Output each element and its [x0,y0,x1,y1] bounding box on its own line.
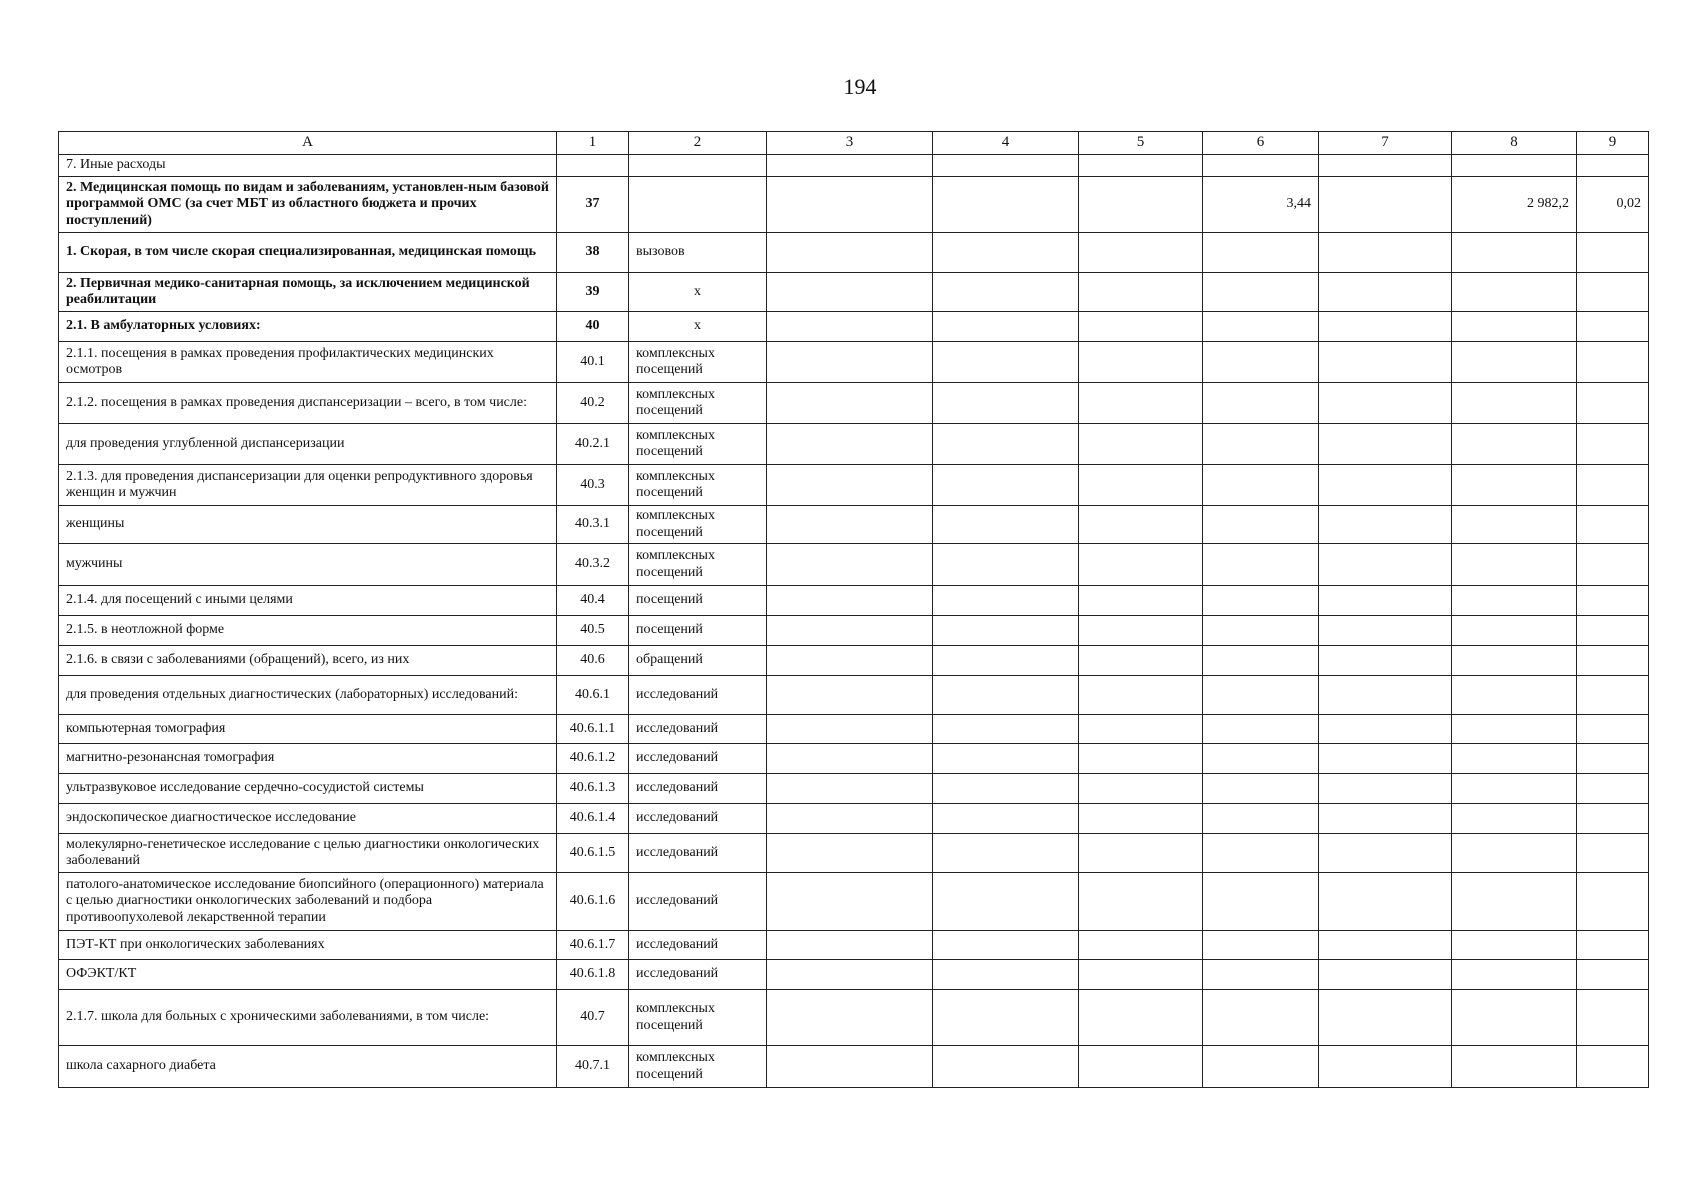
table-row [59,506,1649,544]
table-cell-col-1: 40.7 [557,990,629,1046]
table-cell-col-4 [933,465,1079,506]
table-cell-col-4 [933,676,1079,715]
table-cell-col-4 [933,383,1079,424]
table-cell-col-6 [1203,616,1319,646]
table-cell-col-4 [933,834,1079,873]
table-cell-col-7 [1319,873,1452,931]
table-cell-col-8 [1452,931,1577,960]
table-cell-col-4 [933,155,1079,177]
table-cell-col-1: 40.3.1 [557,506,629,544]
table-cell-col-3 [767,155,933,177]
table-cell-col-8 [1452,646,1577,676]
table-cell-col-a: 2.1.2. посещения в рамках проведения диспансеризации – всего, в том числе: [59,383,557,424]
table-cell-col-9 [1577,616,1649,646]
table-cell-col-5 [1079,931,1203,960]
table-cell-col-3 [767,931,933,960]
table-row [59,960,1649,990]
table-row [59,465,1649,506]
table-cell-col-1: 40.7.1 [557,1046,629,1088]
table-cell-col-a: мужчины [59,544,557,586]
table-cell-col-4 [933,1046,1079,1088]
table-cell-col-7 [1319,774,1452,804]
table-cell-col-1: 40.2 [557,383,629,424]
table-cell-col-4 [933,616,1079,646]
table-cell-col-7 [1319,233,1452,273]
table-cell-col-9 [1577,744,1649,774]
table-cell-col-5 [1079,312,1203,342]
table-cell-col-4 [933,960,1079,990]
table-cell-col-5 [1079,616,1203,646]
table-cell-col-1: 40.3.2 [557,544,629,586]
table-cell-col-2: х [629,312,767,342]
table-cell-col-9 [1577,233,1649,273]
table-cell-col-2: комплексных посещений [629,506,767,544]
table-cell-col-3 [767,177,933,233]
table-row [59,646,1649,676]
table-cell-col-9 [1577,312,1649,342]
table-cell-col-2: обращений [629,646,767,676]
table-cell-col-a: компьютерная томография [59,715,557,744]
table-row [59,804,1649,834]
table-cell-col-9 [1577,931,1649,960]
table-cell-col-2: исследований [629,774,767,804]
table-cell-col-1: 40.1 [557,342,629,383]
table-cell-col-9: 0,02 [1577,177,1649,233]
table-cell-col-8 [1452,834,1577,873]
table-cell-col-a: 2.1.7. школа для больных с хроническими заболеваниями, в том числе: [59,990,557,1046]
table-cell-col-8 [1452,804,1577,834]
table-cell-col-6 [1203,312,1319,342]
table-cell-col-1: 40.4 [557,586,629,616]
table-cell-col-1: 40 [557,312,629,342]
table-cell-col-a: эндоскопическое диагностическое исследование [59,804,557,834]
table-cell-col-8 [1452,744,1577,774]
table-cell-col-2: исследований [629,804,767,834]
table-row [59,586,1649,616]
table-cell-col-9 [1577,586,1649,616]
table-cell-col-6 [1203,544,1319,586]
table-cell-col-a: женщины [59,506,557,544]
table-cell-col-4 [933,744,1079,774]
column-header: 4 [933,132,1079,155]
table-cell-col-5 [1079,586,1203,616]
table-row [59,715,1649,744]
table-cell-col-9 [1577,715,1649,744]
table-cell-col-7 [1319,931,1452,960]
table-cell-col-2: комплексных посещений [629,424,767,465]
table-cell-col-6 [1203,424,1319,465]
table-cell-col-a: 2.1. В амбулаторных условиях: [59,312,557,342]
table-cell-col-4 [933,990,1079,1046]
table-cell-col-9 [1577,873,1649,931]
table-cell-col-1 [557,155,629,177]
table-cell-col-a: молекулярно-генетическое исследование с целью диагностики онкологических заболеваний [59,834,557,873]
table-cell-col-1: 40.6.1.8 [557,960,629,990]
table-cell-col-4 [933,273,1079,312]
table-cell-col-6 [1203,676,1319,715]
column-header: 7 [1319,132,1452,155]
table-cell-col-7 [1319,465,1452,506]
table-cell-col-1: 40.6.1 [557,676,629,715]
table-cell-col-7 [1319,744,1452,774]
table-cell-col-a: патолого-анатомическое исследование биопсийного (операционного) материала с целью диагностики онкологических заболеваний и подбора противоопухолевой лекарственной терапии [59,873,557,931]
table-cell-col-5 [1079,424,1203,465]
table-cell-col-6 [1203,233,1319,273]
table-cell-col-a: 2.1.4. для посещений с иными целями [59,586,557,616]
table-cell-col-7 [1319,342,1452,383]
table-cell-col-7 [1319,715,1452,744]
table-cell-col-6 [1203,960,1319,990]
table-cell-col-a: 7. Иные расходы [59,155,557,177]
table-cell-col-8 [1452,960,1577,990]
table-cell-col-5 [1079,990,1203,1046]
table-cell-col-a: 1. Скорая, в том числе скорая специализированная, медицинская помощь [59,233,557,273]
table-cell-col-2: комплексных посещений [629,383,767,424]
table-cell-col-a: ОФЭКТ/КТ [59,960,557,990]
table-cell-col-5 [1079,834,1203,873]
table-cell-col-1: 40.6.1.4 [557,804,629,834]
table-cell-col-9 [1577,424,1649,465]
table-cell-col-4 [933,312,1079,342]
table-cell-col-7 [1319,804,1452,834]
table-row [59,1046,1649,1088]
table-cell-col-9 [1577,342,1649,383]
table-cell-col-5 [1079,233,1203,273]
table-cell-col-a: для проведения углубленной диспансеризации [59,424,557,465]
table-cell-col-7 [1319,544,1452,586]
table-cell-col-6 [1203,383,1319,424]
table-cell-col-4 [933,177,1079,233]
table-cell-col-3 [767,715,933,744]
table-cell-col-8 [1452,155,1577,177]
table-cell-col-5 [1079,804,1203,834]
table-cell-col-7 [1319,424,1452,465]
table-cell-col-3 [767,383,933,424]
table-cell-col-7 [1319,1046,1452,1088]
table-cell-col-6 [1203,774,1319,804]
table-cell-col-1: 38 [557,233,629,273]
table-cell-col-4 [933,646,1079,676]
table-cell-col-2: х [629,273,767,312]
table-cell-col-1: 40.3 [557,465,629,506]
table-cell-col-5 [1079,177,1203,233]
table-row [59,990,1649,1046]
column-header: А [59,132,557,155]
table-row [59,342,1649,383]
table-cell-col-4 [933,342,1079,383]
table-cell-col-3 [767,273,933,312]
table-cell-col-5 [1079,273,1203,312]
table-cell-col-5 [1079,774,1203,804]
table-cell-col-a: 2.1.3. для проведения диспансеризации для оценки репродуктивного здоровья женщин и мужчин [59,465,557,506]
table-cell-col-8 [1452,233,1577,273]
table-cell-col-7 [1319,990,1452,1046]
table-cell-col-9 [1577,1046,1649,1088]
table-cell-col-a: 2.1.6. в связи с заболеваниями (обращений), всего, из них [59,646,557,676]
table-row [59,676,1649,715]
table-row [59,383,1649,424]
table-cell-col-5 [1079,646,1203,676]
table-cell-col-5 [1079,506,1203,544]
column-header: 9 [1577,132,1649,155]
data-table [58,131,1649,1088]
table-cell-col-1: 40.2.1 [557,424,629,465]
table-cell-col-9 [1577,465,1649,506]
table-cell-col-6 [1203,804,1319,834]
table-cell-col-1: 40.6.1.3 [557,774,629,804]
table-cell-col-6 [1203,506,1319,544]
table-cell-col-2: комплексных посещений [629,990,767,1046]
table-cell-col-7 [1319,273,1452,312]
table-cell-col-6 [1203,586,1319,616]
table-cell-col-2: исследований [629,960,767,990]
table-cell-col-6 [1203,834,1319,873]
table-cell-col-1: 40.6.1.5 [557,834,629,873]
table-cell-col-3 [767,676,933,715]
table-cell-col-8 [1452,774,1577,804]
table-cell-col-1: 40.5 [557,616,629,646]
table-cell-col-3 [767,465,933,506]
table-cell-col-3 [767,616,933,646]
table-cell-col-3 [767,342,933,383]
table-cell-col-2: исследований [629,715,767,744]
table-cell-col-8 [1452,715,1577,744]
table-cell-col-6 [1203,990,1319,1046]
table-cell-col-5 [1079,1046,1203,1088]
table-cell-col-8: 2 982,2 [1452,177,1577,233]
table-cell-col-3 [767,424,933,465]
table-cell-col-1: 40.6.1.7 [557,931,629,960]
table-cell-col-5 [1079,155,1203,177]
column-header: 3 [767,132,933,155]
table-cell-col-7 [1319,646,1452,676]
column-header: 1 [557,132,629,155]
table-row [59,233,1649,273]
table-cell-col-3 [767,960,933,990]
table-cell-col-9 [1577,155,1649,177]
table-row [59,616,1649,646]
table-cell-col-5 [1079,960,1203,990]
table-cell-col-9 [1577,383,1649,424]
table-cell-col-6 [1203,646,1319,676]
table-cell-col-8 [1452,616,1577,646]
table-cell-col-1: 39 [557,273,629,312]
table-cell-col-6 [1203,155,1319,177]
table-cell-col-4 [933,873,1079,931]
table-row [59,931,1649,960]
table-cell-col-9 [1577,774,1649,804]
table-row [59,873,1649,931]
table-row [59,744,1649,774]
table-cell-col-4 [933,586,1079,616]
table-row [59,177,1649,233]
table-row [59,424,1649,465]
table-cell-col-3 [767,586,933,616]
table-cell-col-a: 2. Медицинская помощь по видам и заболеваниям, установлен-ным базовой программой ОМС (за счет МБТ из областного бюджета и прочих поступлений) [59,177,557,233]
table-cell-col-a: для проведения отдельных диагностических (лабораторных) исследований: [59,676,557,715]
table-cell-col-a: 2.1.1. посещения в рамках проведения профилактических медицинских осмотров [59,342,557,383]
table-row [59,312,1649,342]
table-cell-col-3 [767,834,933,873]
table-cell-col-4 [933,506,1079,544]
table-cell-col-7 [1319,312,1452,342]
table-cell-col-8 [1452,1046,1577,1088]
table-cell-col-8 [1452,273,1577,312]
table-cell-col-2: исследований [629,931,767,960]
table-cell-col-5 [1079,715,1203,744]
table-cell-col-4 [933,544,1079,586]
table-cell-col-4 [933,715,1079,744]
table-cell-col-a: школа сахарного диабета [59,1046,557,1088]
table-cell-col-1: 40.6.1.1 [557,715,629,744]
table-cell-col-4 [933,424,1079,465]
table-cell-col-8 [1452,506,1577,544]
table-cell-col-2: исследований [629,676,767,715]
table-body [59,155,1649,1088]
table-cell-col-7 [1319,616,1452,646]
table-cell-col-1: 40.6 [557,646,629,676]
table-cell-col-9 [1577,646,1649,676]
table-cell-col-a: 2.1.5. в неотложной форме [59,616,557,646]
column-header: 8 [1452,132,1577,155]
table-cell-col-8 [1452,990,1577,1046]
table-cell-col-2: исследований [629,834,767,873]
table-cell-col-3 [767,646,933,676]
table-cell-col-9 [1577,960,1649,990]
table-cell-col-a: 2. Первичная медико-санитарная помощь, за исключением медицинской реабилитации [59,273,557,312]
table-cell-col-2: исследований [629,873,767,931]
table-cell-col-2: посещений [629,616,767,646]
column-header: 5 [1079,132,1203,155]
table-cell-col-3 [767,1046,933,1088]
table-cell-col-8 [1452,586,1577,616]
table-cell-col-8 [1452,465,1577,506]
table-cell-col-2: комплексных посещений [629,342,767,383]
table-cell-col-7 [1319,676,1452,715]
table-cell-col-6 [1203,273,1319,312]
table-cell-col-9 [1577,676,1649,715]
table-cell-col-9 [1577,506,1649,544]
table-cell-col-6 [1203,342,1319,383]
table-cell-col-5 [1079,873,1203,931]
table-cell-col-3 [767,990,933,1046]
table-cell-col-3 [767,744,933,774]
table-cell-col-7 [1319,383,1452,424]
table-cell-col-2: вызовов [629,233,767,273]
table-cell-col-3 [767,506,933,544]
table-cell-col-8 [1452,424,1577,465]
table-cell-col-3 [767,804,933,834]
table-cell-col-5 [1079,342,1203,383]
table-cell-col-6 [1203,931,1319,960]
table-cell-col-3 [767,544,933,586]
table-cell-col-a: магнитно-резонансная томография [59,744,557,774]
table-row [59,273,1649,312]
table-cell-col-5 [1079,383,1203,424]
table-cell-col-2 [629,155,767,177]
table-cell-col-8 [1452,544,1577,586]
table-cell-col-5 [1079,744,1203,774]
table-cell-col-7 [1319,506,1452,544]
table-row [59,544,1649,586]
table-row [59,834,1649,873]
table-cell-col-4 [933,774,1079,804]
table-cell-col-8 [1452,873,1577,931]
table-cell-col-2: исследований [629,744,767,774]
table-cell-col-6 [1203,715,1319,744]
table-cell-col-4 [933,931,1079,960]
table-cell-col-8 [1452,342,1577,383]
column-header: 2 [629,132,767,155]
table-cell-col-4 [933,233,1079,273]
table-cell-col-2: посещений [629,586,767,616]
table-cell-col-3 [767,774,933,804]
table-cell-col-3 [767,312,933,342]
table-cell-col-6 [1203,465,1319,506]
table-cell-col-4 [933,804,1079,834]
table-cell-col-3 [767,233,933,273]
table-cell-col-7 [1319,177,1452,233]
table-cell-col-a: ультразвуковое исследование сердечно-сосудистой системы [59,774,557,804]
table-cell-col-9 [1577,544,1649,586]
header-row [59,132,1649,155]
table-cell-col-2: комплексных посещений [629,465,767,506]
table-cell-col-5 [1079,676,1203,715]
table-cell-col-7 [1319,960,1452,990]
table-cell-col-2: комплексных посещений [629,544,767,586]
table-row [59,774,1649,804]
table-cell-col-2 [629,177,767,233]
table-cell-col-6 [1203,873,1319,931]
table-cell-col-6 [1203,1046,1319,1088]
table-cell-col-8 [1452,676,1577,715]
table-row [59,155,1649,177]
table-cell-col-1: 37 [557,177,629,233]
table-cell-col-9 [1577,834,1649,873]
table-cell-col-8 [1452,312,1577,342]
column-header: 6 [1203,132,1319,155]
table-cell-col-5 [1079,544,1203,586]
table-cell-col-2: комплексных посещений [629,1046,767,1088]
table-cell-col-6 [1203,744,1319,774]
table-cell-col-9 [1577,804,1649,834]
table-cell-col-8 [1452,383,1577,424]
table-cell-col-3 [767,873,933,931]
table-cell-col-7 [1319,834,1452,873]
table-cell-col-7 [1319,586,1452,616]
table-cell-col-9 [1577,990,1649,1046]
table-cell-col-7 [1319,155,1452,177]
page-number: 194 [843,74,877,99]
table-cell-col-9 [1577,273,1649,312]
table-cell-col-a: ПЭТ-КТ при онкологических заболеваниях [59,931,557,960]
table-cell-col-5 [1079,465,1203,506]
table-cell-col-1: 40.6.1.6 [557,873,629,931]
table-cell-col-1: 40.6.1.2 [557,744,629,774]
table-cell-col-6: 3,44 [1203,177,1319,233]
